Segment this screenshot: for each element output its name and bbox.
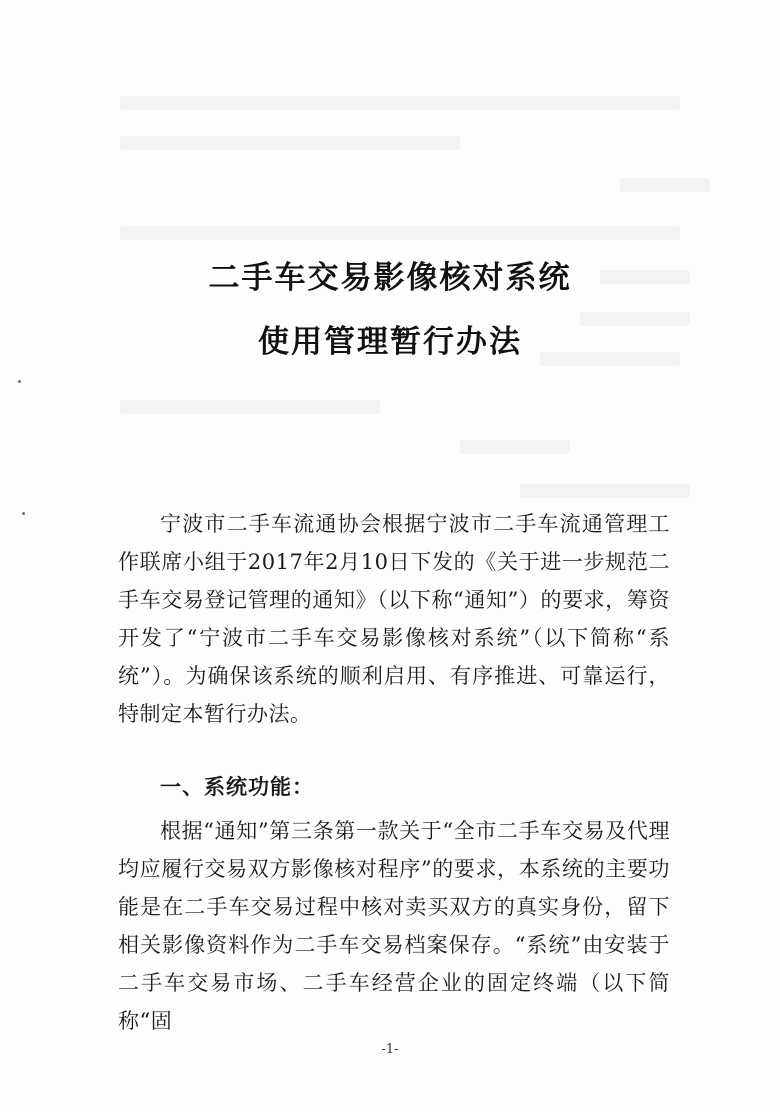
bleed-through-shadow <box>120 136 460 150</box>
scan-speck <box>18 380 21 383</box>
section-heading-system-function: 一、系统功能： <box>160 774 314 799</box>
bleed-through-shadow <box>620 178 710 192</box>
function-paragraph: 根据“通知”第三条第一款关于“全市二手车交易及代理均应履行交易双方影像核对程序”的要求，本系统的主要功能是在二手车交易过程中核对卖买双方的真实身份，留下相关影像资料作为二手车交易档案保存。“系统”由安装于二手车交易市场、二手车经营企业的固定终端（以下简称“固 <box>118 819 670 1033</box>
bleed-through-shadow <box>120 226 680 240</box>
page-number: -1- <box>381 1042 399 1057</box>
bleed-through-shadow <box>120 96 680 110</box>
bleed-through-shadow <box>520 484 690 498</box>
intro-paragraph-box <box>118 505 670 733</box>
document-title-line1: 二手车交易影像核对系统 <box>208 260 572 296</box>
document-title-line2: 使用管理暂行办法 <box>258 324 522 360</box>
function-paragraph-box <box>118 812 670 1040</box>
bleed-through-shadow <box>460 440 570 454</box>
intro-paragraph: 宁波市二手车流通协会根据宁波市二手车流通管理工作联席小组于2017年2月10日下发的《关于进一步规范二手车交易登记管理的通知》（以下称“通知”）的要求，筹资开发了“宁波市二手车交易影像核对系统”（以下简称“系统”）。为确保该系统的顺利启用、有序推进、可靠运行，特制定本暂行办法。 <box>118 512 670 726</box>
bleed-through-shadow <box>120 400 380 414</box>
scan-speck <box>22 512 25 515</box>
